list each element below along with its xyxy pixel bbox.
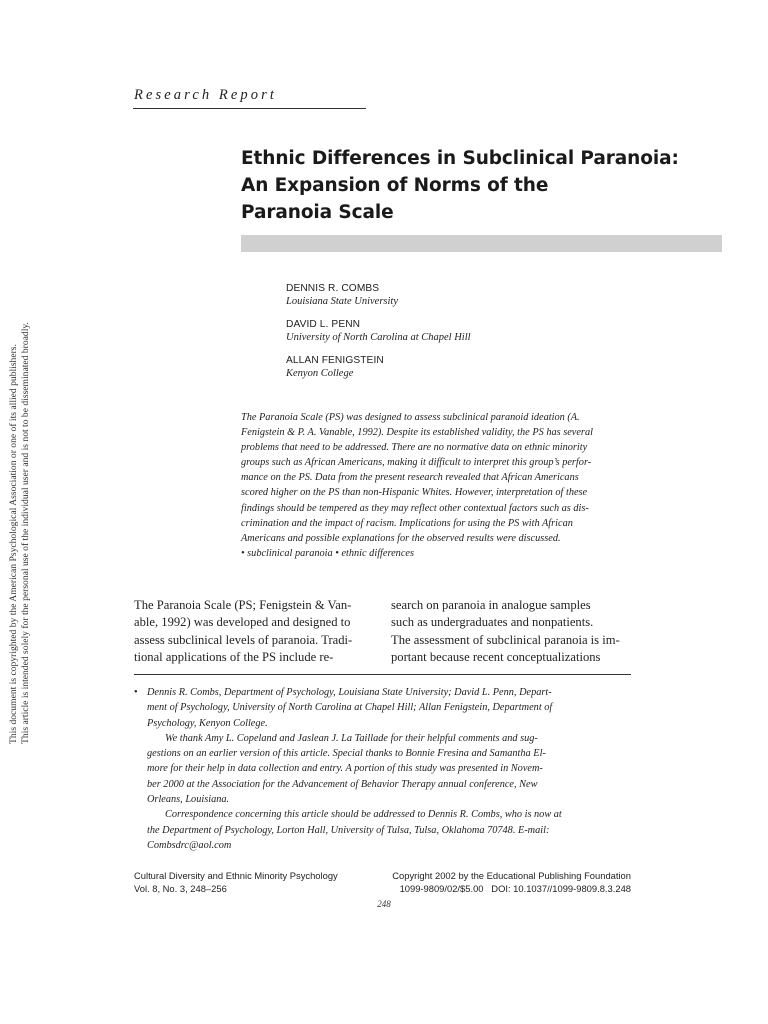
footnote-line: more for their help in data collection and entry. A portion of this study was presented in Novem- [147,763,543,775]
footnote-line: Orleans, Louisiana. [147,794,230,806]
page-number: 248 [377,899,391,909]
doi-text: 1099-9809/02/$5.00 DOI: 10.1037//1099-9809.8.3.248 [399,882,631,894]
abstract-line: crimination and the impact of racism. Implications for using the PS with African [241,517,573,529]
body-line: able, 1992) was developed and designed to [134,615,351,630]
abstract-line: mance on the PS. Data from the present research revealed that African Americans [241,472,579,484]
section-header: Research Report [134,87,278,103]
author-entry [286,318,706,345]
journal-volume: Vol. 8, No. 3, 248–256 [134,882,227,894]
abstract-line: findings should be tempered as they may reflect other contextual factors such as dis- [241,502,589,514]
footnote-line: gestions on an earlier version of this article. Special thanks to Bonnie Fresina and Samantha El- [147,748,546,760]
author-entry [286,282,706,309]
body-column-left [134,597,379,666]
footnote-email: Combsdrc@aol.com [147,839,232,851]
abstract-line: The Paranoia Scale (PS) was designed to assess subclinical paranoid ideation (A. [241,412,580,423]
footnote-affiliations [134,685,634,700]
footnote-line: ment of Psychology, University of North Carolina at Chapel Hill; Allan Fenigstein, Department of [147,702,553,714]
footnote-line: Dennis R. Combs, Department of Psychology, Louisiana State University; David L. Penn, Depart- [147,687,552,698]
body-line: portant because recent conceptualizations [391,649,601,664]
journal-name: Cultural Diversity and Ethnic Minority Psychology [134,870,338,881]
author-affiliation: Kenyon College [286,368,354,379]
body-column-right [391,597,632,666]
header-rule [133,108,366,109]
title-line: Ethnic Differences in Subclinical Paranoia: [241,148,679,169]
side-notice-line-1: This document is copyrighted by the American Psychological Association or one of its allied publishers. [8,344,19,744]
side-copyright-notice [8,284,32,744]
author-name: DENNIS R. COMBS [286,283,380,294]
footnote-line: Correspondence concerning this article should be addressed to Dennis R. Combs, who is now at [165,809,562,821]
footer-copyright-info [390,870,631,895]
body-line: search on paranoia in analogue samples [391,598,591,612]
footnotes [134,685,634,853]
article-title [241,145,701,226]
footnote-rule [134,674,631,675]
author-entry [286,354,706,381]
author-list [286,282,706,390]
body-line: The assessment of subclinical paranoia is im- [391,632,620,647]
body-line: such as undergraduates and nonpatients. [391,615,594,630]
bullet-icon: • [134,687,138,698]
author-affiliation: University of North Carolina at Chapel Hill [286,332,471,343]
footnote-line: ber 2000 at the Association for the Advancement of Behavior Therapy annual conference, New [147,778,538,790]
footnote-line: Psychology, Kenyon College. [147,717,268,729]
abstract-line: Fenigstein & P. A. Vanable, 1992). Despite its established validity, the PS has several [241,427,593,439]
side-notice-line-2: This article is intended solely for the personal use of the individual user and is not to be disseminated broadly. [20,322,31,744]
abstract-line: problems that need to be addressed. There are no normative data on ethnic minority [241,442,588,454]
abstract-line: Americans and possible explanations for the observed results were discussed. [241,532,561,544]
body-line: tional applications of the PS include re- [134,649,334,664]
copyright-text: Copyright 2002 by the Educational Publishing Foundation [392,870,631,881]
footnote-line: the Department of Psychology, Lorton Hall, University of Tulsa, Tulsa, Oklahoma 70748. E-mail: [147,824,550,836]
abstract-line: scored higher on the PS than non-Hispanic Whites. However, interpretation of these [241,487,588,499]
abstract-keywords: • subclinical paranoia • ethnic differences [241,547,414,559]
body-line: The Paranoia Scale (PS; Fenigstein & Van- [134,598,352,612]
title-line: An Expansion of Norms of the [241,175,549,196]
abstract [241,410,626,561]
title-line: Paranoia Scale [241,202,394,223]
author-name: ALLAN FENIGSTEIN [286,355,384,366]
author-name: DAVID L. PENN [286,319,361,330]
footer-journal-info [134,870,338,895]
author-affiliation: Louisiana State University [286,296,398,307]
abstract-line: groups such as African Americans, making it difficult to interpret this group’s perfor- [241,457,592,469]
title-gray-bar [241,235,722,252]
footnote-line: We thank Amy L. Copeland and Jaslean J. La Taillade for their helpful comments and sug- [165,732,538,744]
body-line: assess subclinical levels of paranoia. Tradi- [134,632,353,647]
